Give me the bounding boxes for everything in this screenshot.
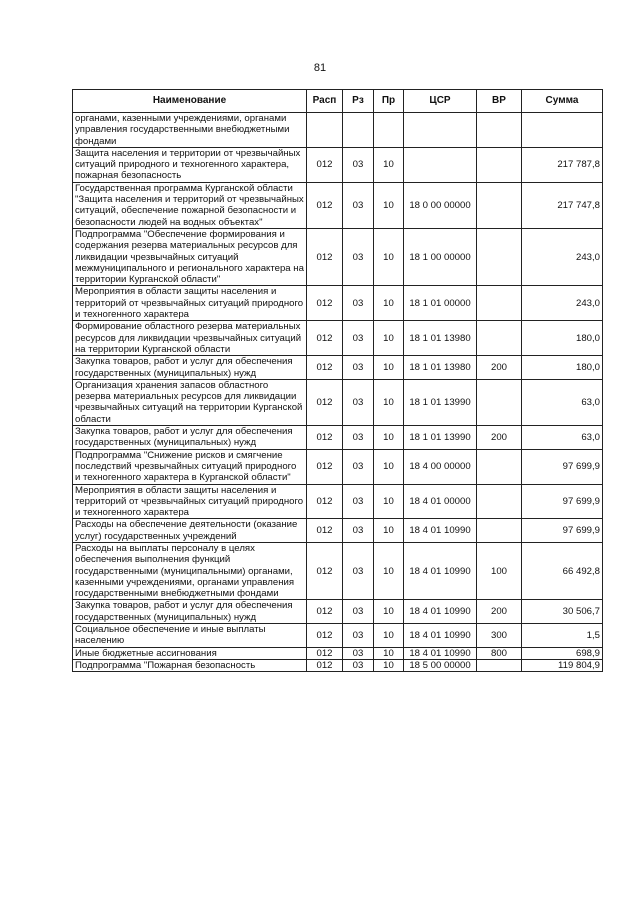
cell-rz: 03 [343, 147, 374, 182]
cell-csr: 18 4 00 00000 [404, 449, 477, 484]
cell-sum: 97 699,9 [522, 484, 603, 519]
cell-rasp: 012 [307, 624, 343, 648]
cell-rasp: 012 [307, 356, 343, 380]
table-row [73, 647, 603, 659]
table-row [73, 356, 603, 380]
cell-vr [477, 113, 522, 148]
table-row [73, 182, 603, 228]
cell-csr: 18 4 01 10990 [404, 600, 477, 624]
cell-rasp: 012 [307, 484, 343, 519]
cell-rz [343, 113, 374, 148]
cell-rz: 03 [343, 449, 374, 484]
cell-rz: 03 [343, 600, 374, 624]
cell-csr: 18 5 00 00000 [404, 659, 477, 671]
cell-pr [374, 113, 404, 148]
cell-name: Социальное обеспечение и иные выплаты населению [73, 624, 307, 648]
table-row [73, 449, 603, 484]
page-number: 81 [313, 62, 327, 74]
cell-sum: 698,9 [522, 647, 603, 659]
budget-table [72, 89, 603, 672]
cell-sum: 97 699,9 [522, 449, 603, 484]
cell-vr [477, 449, 522, 484]
cell-vr: 200 [477, 426, 522, 450]
table-row [73, 519, 603, 543]
cell-sum: 66 492,8 [522, 542, 603, 599]
cell-rz: 03 [343, 228, 374, 285]
cell-pr: 10 [374, 449, 404, 484]
cell-pr: 10 [374, 659, 404, 671]
cell-rz: 03 [343, 182, 374, 228]
table-row [73, 113, 603, 148]
cell-rz: 03 [343, 379, 374, 425]
cell-csr [404, 147, 477, 182]
cell-rz: 03 [343, 659, 374, 671]
cell-rz: 03 [343, 484, 374, 519]
cell-name: Организация хранения запасов областного резерва материальных ресурсов для ликвидации чрезвычайных ситуаций на территории Курганской области [73, 379, 307, 425]
cell-name: Расходы на обеспечение деятельности (оказание услуг) государственных учреждений [73, 519, 307, 543]
cell-name: Подпрограмма "Пожарная безопасность [73, 659, 307, 671]
cell-csr: 18 1 01 13990 [404, 426, 477, 450]
cell-sum: 243,0 [522, 228, 603, 285]
cell-csr: 18 1 00 00000 [404, 228, 477, 285]
cell-pr: 10 [374, 484, 404, 519]
table-row [73, 147, 603, 182]
table-row [73, 286, 603, 321]
cell-pr: 10 [374, 542, 404, 599]
cell-rz: 03 [343, 647, 374, 659]
cell-sum: 180,0 [522, 356, 603, 380]
cell-name: Подпрограмма "Обеспечение формирования и содержания резерва материальных ресурсов для ликвидации чрезвычайных ситуаций межмуниципального и регионального характера на территории Курганской области" [73, 228, 307, 285]
cell-csr: 18 1 01 13980 [404, 356, 477, 380]
cell-pr: 10 [374, 228, 404, 285]
cell-name: Защита населения и территории от чрезвычайных ситуаций природного и техногенного характера, пожарная безопасность [73, 147, 307, 182]
cell-name: Формирование областного резерва материальных ресурсов для ликвидации чрезвычайных ситуаций на территории Курганской области [73, 321, 307, 356]
cell-rasp: 012 [307, 321, 343, 356]
cell-sum [522, 113, 603, 148]
cell-name: Подпрограмма "Снижение рисков и смягчение последствий чрезвычайных ситуаций природного и техногенного характера в Курганской области" [73, 449, 307, 484]
table-row [73, 484, 603, 519]
table-row [73, 321, 603, 356]
cell-pr: 10 [374, 426, 404, 450]
cell-csr: 18 4 01 00000 [404, 484, 477, 519]
cell-vr: 300 [477, 624, 522, 648]
header-sum: Сумма [522, 90, 603, 113]
cell-csr: 18 4 01 10990 [404, 647, 477, 659]
cell-vr: 100 [477, 542, 522, 599]
cell-rasp: 012 [307, 286, 343, 321]
cell-rasp: 012 [307, 379, 343, 425]
cell-rasp: 012 [307, 659, 343, 671]
cell-sum: 243,0 [522, 286, 603, 321]
cell-vr: 200 [477, 600, 522, 624]
table-row [73, 659, 603, 671]
cell-csr: 18 4 01 10990 [404, 519, 477, 543]
cell-vr [477, 147, 522, 182]
cell-vr [477, 379, 522, 425]
cell-pr: 10 [374, 286, 404, 321]
cell-pr: 10 [374, 519, 404, 543]
cell-rasp: 012 [307, 182, 343, 228]
cell-rasp: 012 [307, 426, 343, 450]
cell-sum: 30 506,7 [522, 600, 603, 624]
cell-sum: 119 804,9 [522, 659, 603, 671]
cell-vr: 200 [477, 356, 522, 380]
cell-vr [477, 228, 522, 285]
cell-vr [477, 659, 522, 671]
table-row [73, 542, 603, 599]
table-row [73, 624, 603, 648]
cell-sum: 63,0 [522, 379, 603, 425]
cell-rasp: 012 [307, 449, 343, 484]
cell-rz: 03 [343, 356, 374, 380]
cell-rz: 03 [343, 321, 374, 356]
header-vr: ВР [477, 90, 522, 113]
cell-sum: 1,5 [522, 624, 603, 648]
table-row [73, 426, 603, 450]
cell-vr [477, 519, 522, 543]
cell-pr: 10 [374, 356, 404, 380]
cell-pr: 10 [374, 379, 404, 425]
cell-rasp [307, 113, 343, 148]
cell-name: Закупка товаров, работ и услуг для обеспечения государственных (муниципальных) нужд [73, 426, 307, 450]
cell-vr [477, 286, 522, 321]
cell-csr [404, 113, 477, 148]
cell-pr: 10 [374, 147, 404, 182]
cell-rz: 03 [343, 426, 374, 450]
cell-csr: 18 1 01 00000 [404, 286, 477, 321]
cell-sum: 217 747,8 [522, 182, 603, 228]
cell-name: Иные бюджетные ассигнования [73, 647, 307, 659]
cell-pr: 10 [374, 624, 404, 648]
table-row [73, 600, 603, 624]
cell-rasp: 012 [307, 228, 343, 285]
cell-pr: 10 [374, 600, 404, 624]
cell-rasp: 012 [307, 647, 343, 659]
cell-pr: 10 [374, 321, 404, 356]
header-csr: ЦСР [404, 90, 477, 113]
cell-name: Расходы на выплаты персоналу в целях обеспечения выполнения функций государственными (муниципальными) органами, казенными учреждениями, органами управления государственными внебюджетными фондами [73, 542, 307, 599]
cell-name: Закупка товаров, работ и услуг для обеспечения государственных (муниципальных) нужд [73, 356, 307, 380]
cell-rasp: 012 [307, 519, 343, 543]
header-row [73, 90, 603, 113]
cell-name: Государственная программа Курганской области "Защита населения и территорий от чрезвычайных ситуаций, обеспечение пожарной безопасности и безопасности людей на водных объектах" [73, 182, 307, 228]
cell-vr [477, 321, 522, 356]
cell-sum: 97 699,9 [522, 519, 603, 543]
cell-rz: 03 [343, 624, 374, 648]
cell-vr: 800 [477, 647, 522, 659]
cell-rz: 03 [343, 542, 374, 599]
cell-csr: 18 1 01 13990 [404, 379, 477, 425]
cell-sum: 217 787,8 [522, 147, 603, 182]
header-rz: Рз [343, 90, 374, 113]
cell-vr [477, 484, 522, 519]
header-name: Наименование [73, 90, 307, 113]
cell-rasp: 012 [307, 600, 343, 624]
header-rasp: Расп [307, 90, 343, 113]
header-pr: Пр [374, 90, 404, 113]
cell-rasp: 012 [307, 147, 343, 182]
cell-name: Мероприятия в области защиты населения и территорий от чрезвычайных ситуаций природного и техногенного характера [73, 286, 307, 321]
cell-csr: 18 4 01 10990 [404, 624, 477, 648]
cell-vr [477, 182, 522, 228]
cell-csr: 18 1 01 13980 [404, 321, 477, 356]
cell-sum: 63,0 [522, 426, 603, 450]
cell-name: Мероприятия в области защиты населения и территорий от чрезвычайных ситуаций природного и техногенного характера [73, 484, 307, 519]
cell-name: органами, казенными учреждениями, органами управления государственными внебюджетными фондами [73, 113, 307, 148]
cell-rasp: 012 [307, 542, 343, 599]
cell-csr: 18 4 01 10990 [404, 542, 477, 599]
cell-rz: 03 [343, 519, 374, 543]
cell-name: Закупка товаров, работ и услуг для обеспечения государственных (муниципальных) нужд [73, 600, 307, 624]
table-row [73, 228, 603, 285]
table-row [73, 379, 603, 425]
cell-rz: 03 [343, 286, 374, 321]
cell-pr: 10 [374, 182, 404, 228]
cell-pr: 10 [374, 647, 404, 659]
cell-csr: 18 0 00 00000 [404, 182, 477, 228]
cell-sum: 180,0 [522, 321, 603, 356]
